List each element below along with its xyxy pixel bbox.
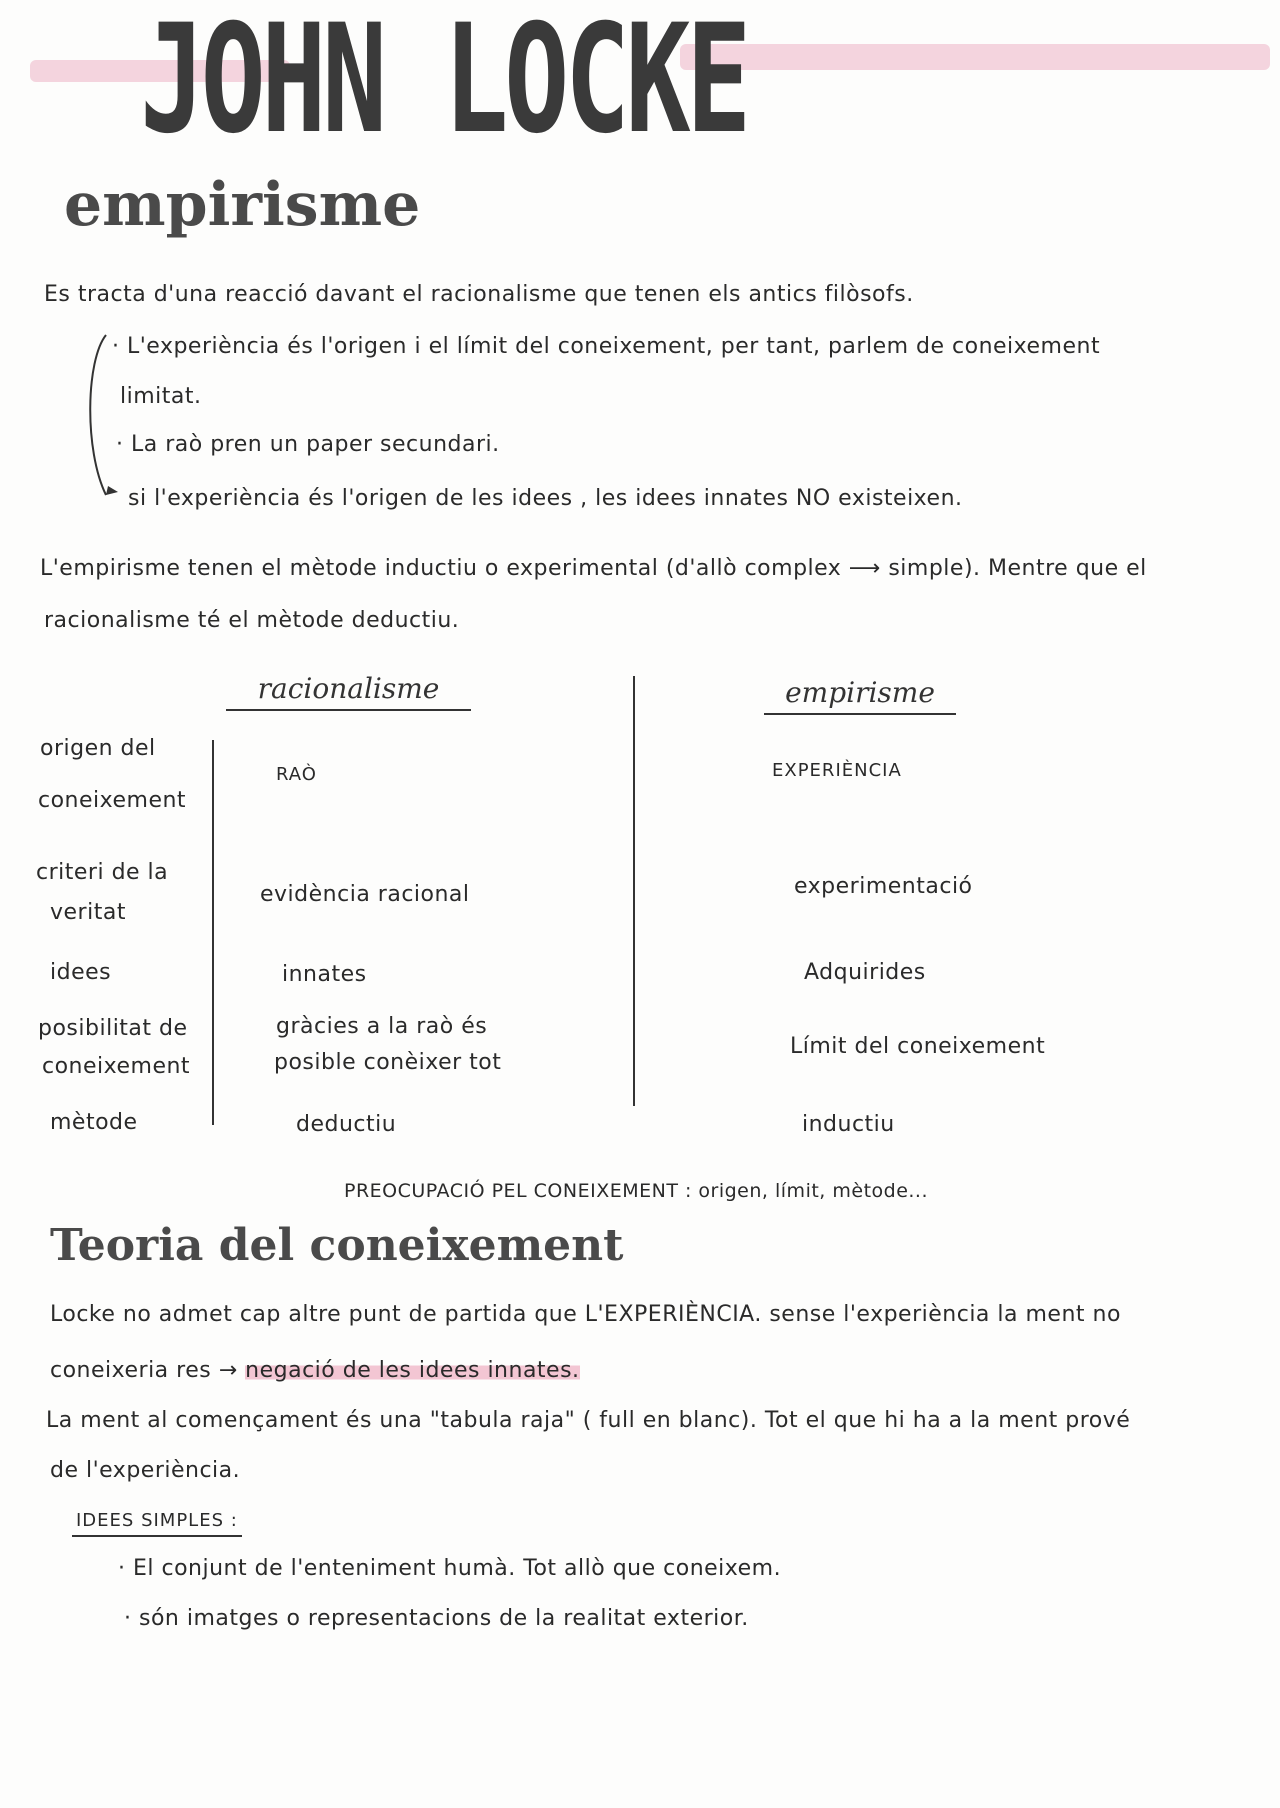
- bullet-line: · són imatges o representacions de la realitat exterior.: [124, 1606, 749, 1631]
- bullet-line: limitat.: [120, 384, 202, 409]
- method-text: L'empirisme tenen el mètode inductiu o experimental (d'allò complex ⟶ simple). Mentre que el: [40, 556, 1147, 581]
- cell-empirisme: experimentació: [794, 874, 973, 899]
- title-highlight-right: [680, 44, 1270, 70]
- table-divider: [633, 676, 635, 1106]
- cell-empirisme: EXPERIÈNCIA: [772, 760, 902, 781]
- cell-racionalisme: posible conèixer tot: [274, 1050, 502, 1075]
- row-label: coneixement: [42, 1054, 191, 1079]
- cell-racionalisme: gràcies a la raò és: [276, 1014, 488, 1039]
- bullet-line: · L'experiència és l'origen i el límit del coneixement, per tant, parlem de coneixement: [112, 334, 1101, 359]
- paragraph-fragment: coneixeria res →: [50, 1358, 238, 1383]
- row-label: origen del: [40, 736, 156, 761]
- cell-racionalisme: RAÒ: [276, 764, 317, 785]
- row-label: coneixement: [38, 788, 187, 813]
- section-heading-empirisme: empirisme: [64, 170, 421, 240]
- cell-empirisme: Adquirides: [804, 960, 926, 985]
- table-note: PREOCUPACIÓ PEL CONEIXEMENT : origen, límit, mètode...: [344, 1180, 929, 1202]
- subheading-idees-simples: IDEES SIMPLES :: [72, 1510, 242, 1537]
- section-heading-teoria: Teoria del coneixement: [50, 1220, 624, 1271]
- paragraph-line: Locke no admet cap altre punt de partida que L'EXPERIÈNCIA. sense l'experiència la ment no: [50, 1302, 1121, 1327]
- row-label: criteri de la: [36, 860, 169, 885]
- column-header-racionalisme: racionalisme: [226, 672, 471, 711]
- cell-racionalisme: deductiu: [296, 1112, 397, 1137]
- method-text: racionalisme té el mètode deductiu.: [44, 608, 460, 633]
- row-label: idees: [50, 960, 112, 985]
- row-label: mètode: [50, 1110, 138, 1135]
- bullet-line: · La raò pren un paper secundari.: [116, 432, 500, 457]
- intro-text: Es tracta d'una reacció davant el racionalisme que tenen els antics filòsofs.: [44, 282, 914, 307]
- highlighted-phrase: negació de les idees innates.: [245, 1358, 580, 1383]
- paragraph-line: [50, 1358, 580, 1383]
- paragraph-line: La ment al començament és una "tabula raja" ( full en blanc). Tot el que hi ha a la ment prové: [46, 1408, 1131, 1433]
- cell-empirisme: Límit del coneixement: [790, 1034, 1046, 1059]
- paragraph-line: de l'experiència.: [50, 1458, 241, 1483]
- cell-empirisme: inductiu: [802, 1112, 895, 1137]
- cell-racionalisme: innates: [282, 962, 367, 987]
- bullet-line: · El conjunt de l'enteniment humà. Tot allò que coneixem.: [118, 1556, 782, 1581]
- bullet-line: si l'experiència és l'origen de les idees , les idees innates NO existeixen.: [128, 486, 963, 511]
- row-label: veritat: [50, 900, 126, 925]
- table-divider: [212, 740, 214, 1125]
- column-header-empirisme: empirisme: [764, 676, 956, 715]
- page-title: JOHN LOCKE: [140, 0, 748, 167]
- row-label: posibilitat de: [38, 1016, 188, 1041]
- cell-racionalisme: evidència racional: [260, 882, 470, 907]
